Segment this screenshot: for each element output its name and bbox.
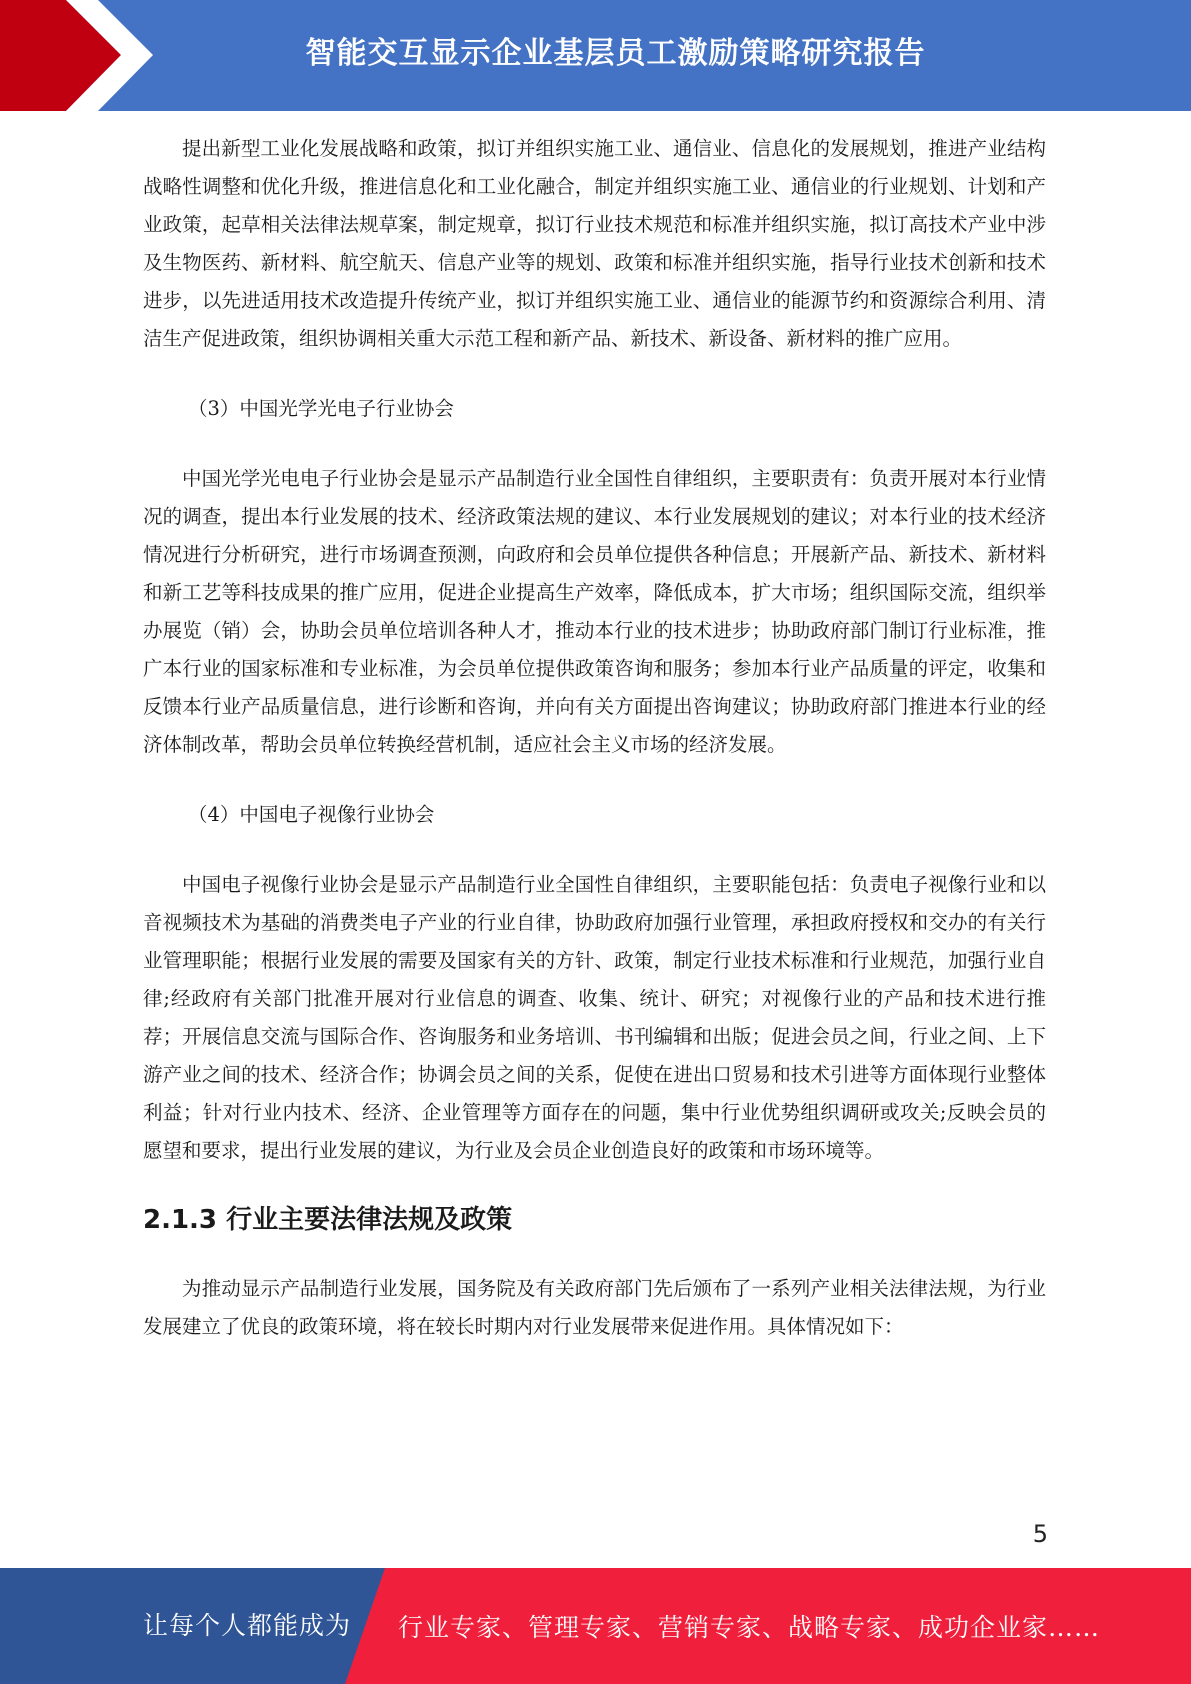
page-content	[143, 130, 1046, 1346]
header-arrow-decoration	[0, 0, 160, 111]
paragraph-optoelectronics-association: 中国光学光电电子行业协会是显示产品制造行业全国性自律组织，主要职责有：负责开展对本行业情况的调查，提出本行业发展的技术、经济政策法规的建议、本行业发展规划的建议；对本行业的技术经济情况进行分析研究，进行市场调查预测，向政府和会员单位提供各种信息；开展新产品、新技术、新材料和新工艺等科技成果的推广应用，促进企业提高生产效率，降低成本，扩大市场；组织国际交流，组织举办展览（销）会，协助会员单位培训各种人才，推动本行业的技术进步；协助政府部门制订行业标准，推广本行业的国家标准和专业标准，为会员单位提供政策咨询和服务；参加本行业产品质量的评定，收集和反馈本行业产品质量信息，进行诊断和咨询，并向有关方面提出咨询建议；协助政府部门推进本行业的经济体制改革，帮助会员单位转换经营机制，适应社会主义市场的经济发展。	[143, 467, 1046, 756]
page-header	[0, 0, 1191, 111]
subheading-optoelectronics-association: （3）中国光学光电子行业协会	[188, 397, 454, 420]
page-number: 5	[1032, 1520, 1048, 1548]
section-heading-laws-policies: 2.1.3 行业主要法律法规及政策	[143, 1205, 513, 1235]
paragraph-video-association: 中国电子视像行业协会是显示产品制造行业全国性自律组织，主要职能包括：负责电子视像行业和以音视频技术为基础的消费类电子产业的行业自律，协助政府加强行业管理，承担政府授权和交办的有关行业管理职能；根据行业发展的需要及国家有关的方针、政策，制定行业技术标准和行业规范，加强行业自律;经政府有关部门批准开展对行业信息的调查、收集、统计、研究；对视像行业的产品和技术进行推荐；开展信息交流与国际合作、咨询服务和业务培训、书刊编辑和出版；促进会员之间，行业之间、上下游产业之间的技术、经济合作；协调会员之间的关系，促使在进出口贸易和技术引进等方面体现行业整体利益；针对行业内技术、经济、企业管理等方面存在的问题，集中行业优势组织调研或攻关;反映会员的愿望和要求，提出行业发展的建议，为行业及会员企业创造良好的政策和市场环境等。	[143, 873, 1046, 1162]
page-footer	[0, 1568, 1191, 1684]
footer-slogan-left: 让每个人都能成为	[143, 1611, 352, 1640]
report-title: 智能交互显示企业基层员工激励策略研究报告	[305, 36, 926, 71]
paragraph-laws-intro: 为推动显示产品制造行业发展，国务院及有关政府部门先后颁布了一系列产业相关法律法规，为行业发展建立了优良的政策环境，将在较长时期内对行业发展带来促进作用。具体情况如下：	[143, 1277, 1046, 1338]
subheading-video-association: （4）中国电子视像行业协会	[188, 803, 435, 826]
footer-slogan-right: 行业专家、管理专家、营销专家、战略专家、成功企业家……	[398, 1613, 1101, 1642]
paragraph-miit-duties: 提出新型工业化发展战略和政策，拟订并组织实施工业、通信业、信息化的发展规划，推进产业结构战略性调整和优化升级，推进信息化和工业化融合，制定并组织实施工业、通信业的行业规划、计划和产业政策，起草相关法律法规草案，制定规章，拟订行业技术规范和标准并组织实施，拟订高技术产业中涉及生物医药、新材料、航空航天、信息产业等的规划、政策和标准并组织实施，指导行业技术创新和技术进步，以先进适用技术改造提升传统产业，拟订并组织实施工业、通信业的能源节约和资源综合利用、清洁生产促进政策，组织协调相关重大示范工程和新产品、新技术、新设备、新材料的推广应用。	[143, 137, 1046, 350]
